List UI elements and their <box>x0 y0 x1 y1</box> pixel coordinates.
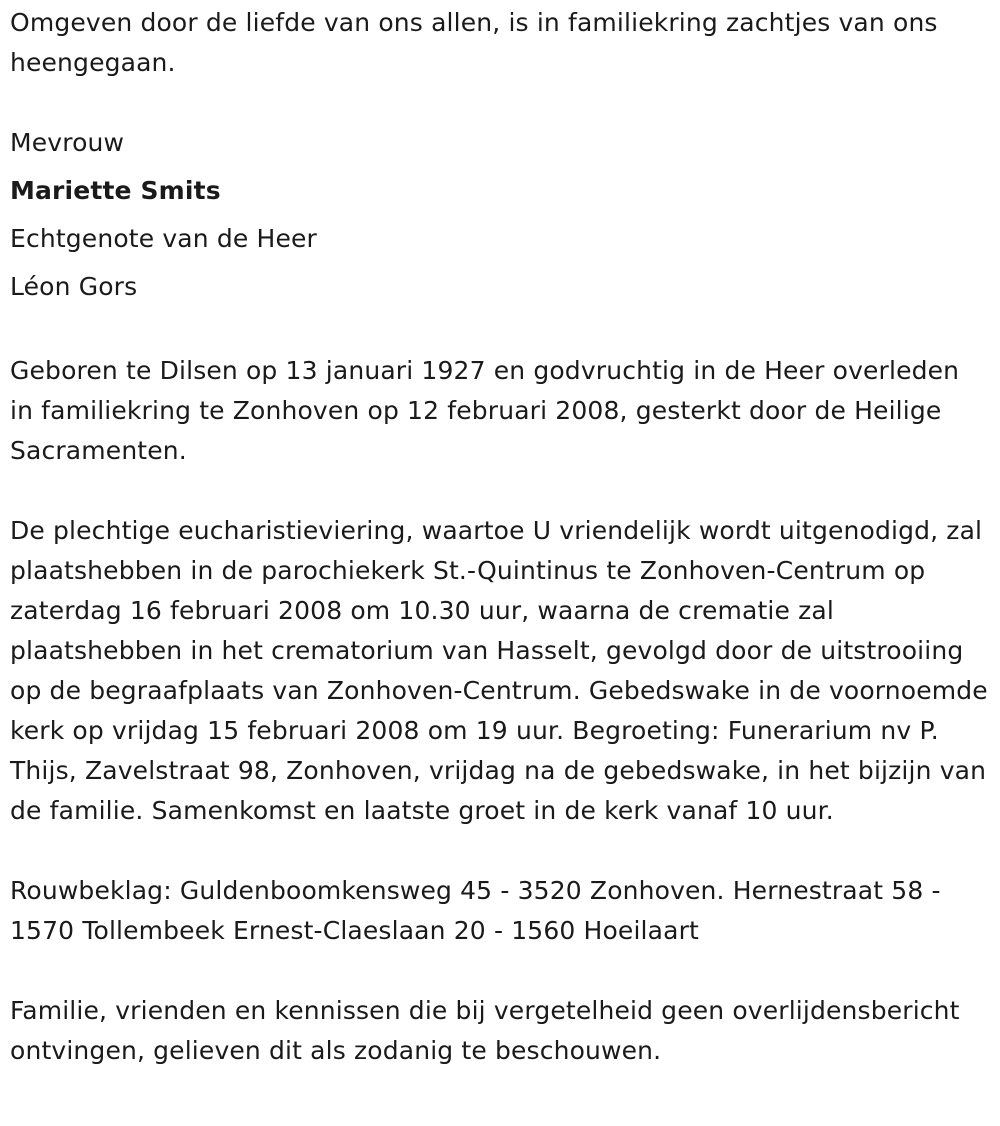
birth-death-text: Geboren te Dilsen op 13 januari 1927 en godvruchtig in de Heer overleden in familiekring te Zonhoven op 12 februari 2008, gesterkt door de Heilige Sacramenten. <box>10 356 960 465</box>
spacer <box>10 831 990 871</box>
spacer <box>10 951 990 991</box>
deceased-name: Mariette Smits <box>10 176 221 205</box>
deceased-title: Mevrouw <box>10 128 125 157</box>
closing-text: Familie, vrienden en kennissen die bij vergetelheid geen overlijdensbericht ontvingen, gelieven dit als zodanig te beschouwen. <box>10 996 960 1065</box>
deceased-block <box>10 119 990 311</box>
intro-text: Omgeven door de liefde van ons allen, is in familiekring zachtjes van ons heengegaan. <box>10 8 938 77</box>
spouse-name: Léon Gors <box>10 272 138 301</box>
spacer <box>10 83 990 123</box>
spacer <box>10 471 990 511</box>
ceremony-text: De plechtige eucharistieviering, waartoe U vriendelijk wordt uitgenodigd, zal plaatshebben in de parochiekerk St.-Quintinus te Zonhoven-Centrum op zaterdag 16 februari 2008 om 10.30 uur, waarna de crematie zal plaatshebben in het crematorium van Hasselt, gevolgd door de uitstrooiing op de begraafplaats van Zonhoven-Centrum. Gebedswake in de voornoemde kerk op vrijdag 15 februari 2008 om 19 uur. Begroeting: Funerarium nv P. Thijs, Zavelstraat 98, Zonhoven, vrijdag na de gebedswake, in het bijzijn van de familie. Samenkomst en laatste groet in de kerk vanaf 10 uur. <box>10 516 988 825</box>
condolences-text: Rouwbeklag: Guldenboomkensweg 45 - 3520 Zonhoven. Hernestraat 58 - 1570 Tollembeek Ernest-Claeslaan 20 - 1560 Hoeilaart <box>10 876 941 945</box>
spacer <box>10 311 990 351</box>
spouse-relation: Echtgenote van de Heer <box>10 224 317 253</box>
